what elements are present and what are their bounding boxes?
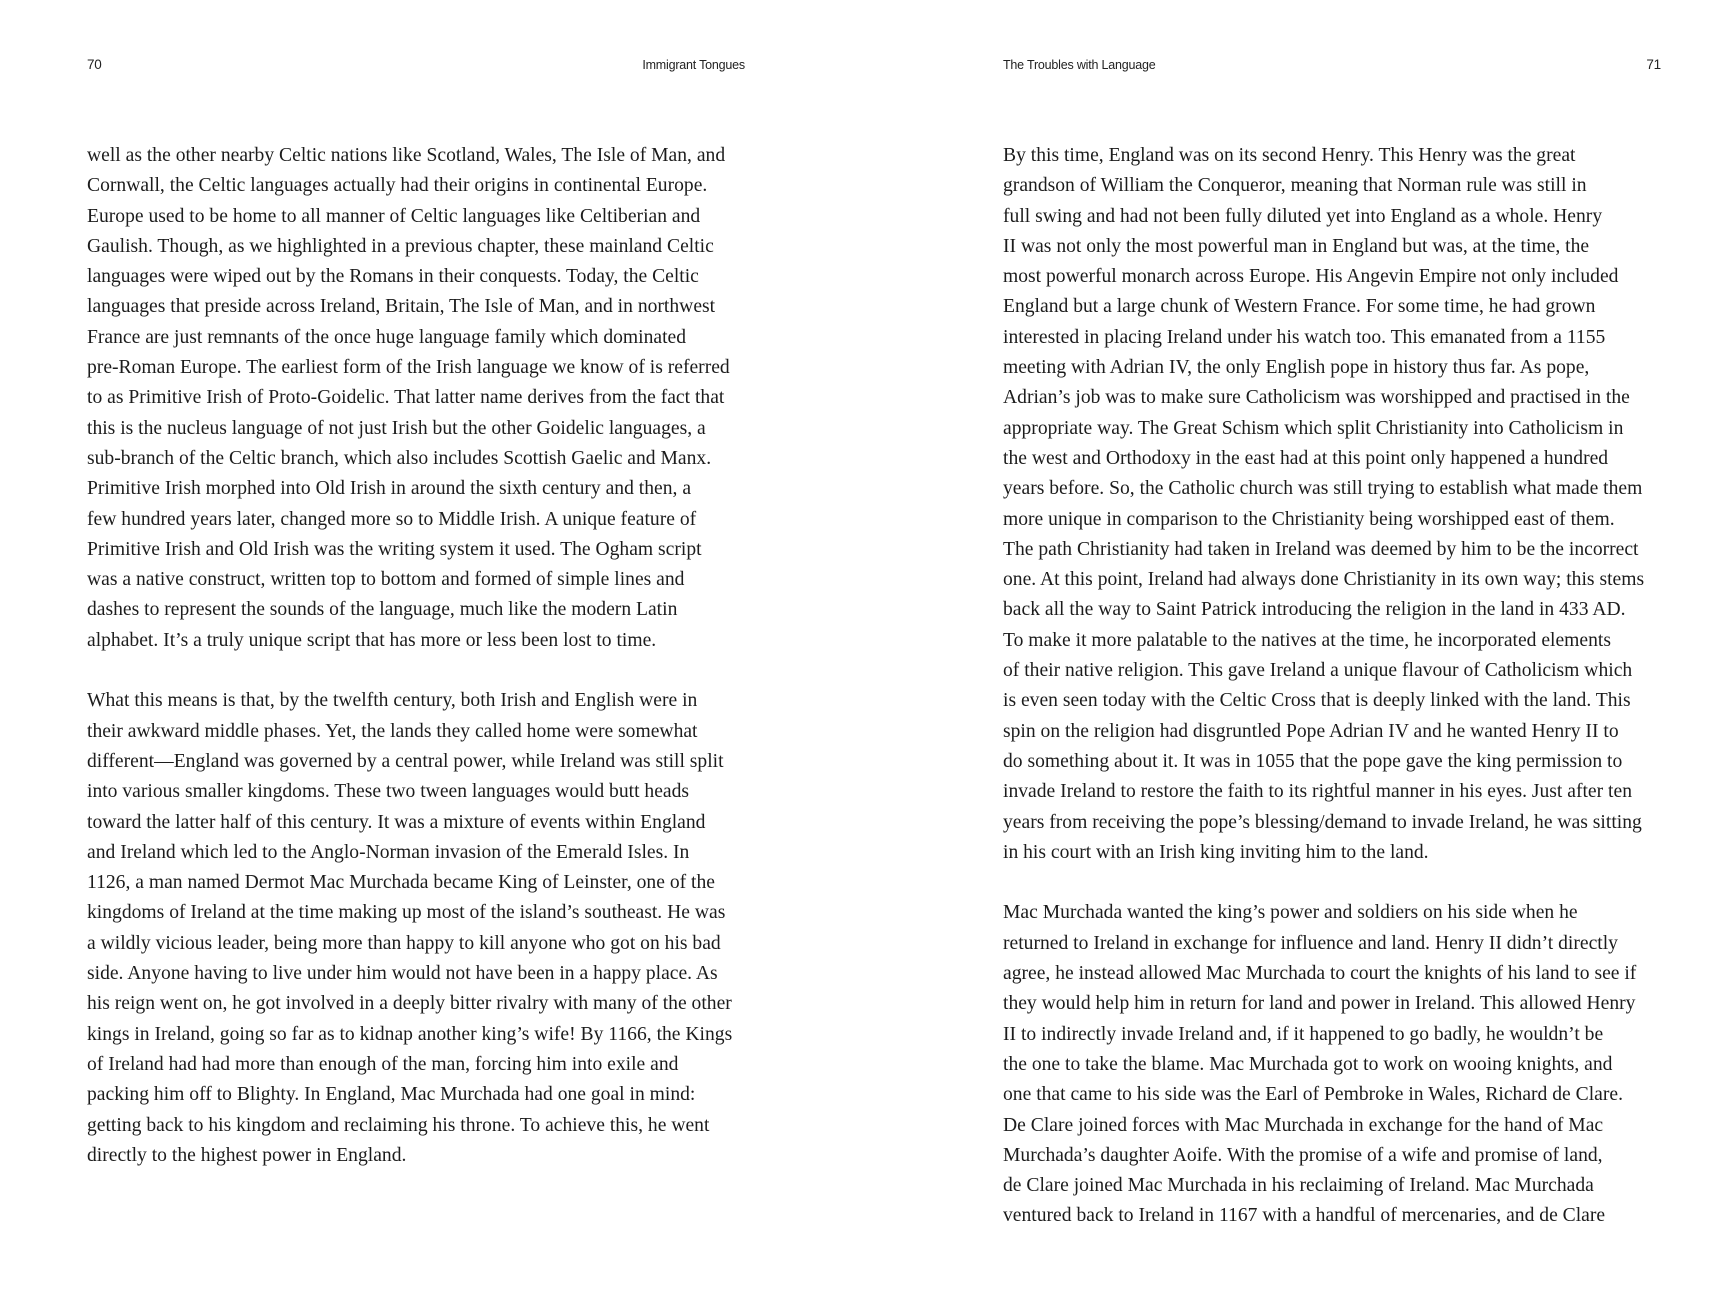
right-page: [1003, 0, 1661, 1296]
paragraph: Mac Murchada wanted the king’s power and soldiers on his side when he returned to Ireland in exchange for influence and land. Henry II didn’t directly agree, he instead allowed Mac Murchada to court the knights of his land to see if they would help him in return for land and power in Ireland. This allowed Henry II to indirectly invade Ireland and, if it happened to go badly, he wouldn’t be the one to take the blame. Mac Murchada got to work on wooing knights, and one that came to his side was the Earl of Pembroke in Wales, Richard de Clare. De Clare joined forces with Mac Murchada in exchange for the hand of Mac Murchada’s daughter Aoife. With the promise of a wife and promise of land, de Clare joined Mac Murchada in his reclaiming of Ireland. Mac Murchada ventured back to Ireland in 1167 with a handful of mercenaries, and de Clare: [1003, 902, 1637, 1227]
paragraph: well as the other nearby Celtic nations like Scotland, Wales, The Isle of Man, and Cornwall, the Celtic languages actually had their origins in continental Europe. Europe used to be home to all manner of Celtic languages like Celtiberian and Gaulish. Though, as we highlighted in a previous chapter, these mainland Celtic languages were wiped out by the Romans in their conquests. Today, the Celtic languages that preside across Ireland, Britain, The Isle of Man, and in northwest France are just remnants of the once huge language family which dominated pre-Roman Europe. The earliest form of the Irish language we know of is referred to as Primitive Irish of Proto-Goidelic. That latter name derives from the fact that this is the nucleus language of not just Irish but the other Goidelic languages, a sub-branch of the Celtic branch, which also includes Scottish Gaelic and Manx. Primitive Irish morphed into Old Irish in around the sixth century and then, a few hundred years later, changed more so to Middle Irish. A unique feature of Primitive Irish and Old Irish was the writing system it used. The Ogham script was a native construct, written top to bottom and formed of simple lines and dashes to represent the sounds of the language, much like the modern Latin alphabet. It’s a truly unique script that has more or less been lost to time.: [87, 145, 730, 651]
body-text-right: [1003, 141, 1683, 1262]
body-text-left: [87, 141, 767, 1201]
running-head-left: [87, 57, 745, 77]
paragraph: By this time, England was on its second Henry. This Henry was the great grandson of William the Conqueror, meaning that Norman rule was still in full swing and had not been fully diluted yet into England as a whole. Henry II was not only the most powerful man in England but was, at the time, the most powerful monarch across Europe. His Angevin Empire not only included England but a large chunk of Western France. For some time, he had grown interested in placing Ireland under his watch too. This emanated from a 1155 meeting with Adrian IV, the only English pope in history thus far. As pope, Adrian’s job was to make sure Catholicism was worshipped and practised in the appropriate way. The Great Schism which split Christianity into Catholicism in the west and Orthodoxy in the east had at this point only happened a hundred years before. So, the Catholic church was still trying to establish what made them more unique in comparison to the Christianity being worshipped east of them. The path Christianity had taken in Ireland was deemed by him to be the incorrect one. At this point, Ireland had always done Christianity in its own way; this stems back all the way to Saint Patrick introducing the religion in the land in 433 AD. To make it more palatable to the natives at the time, he incorporated elements of their native religion. This gave Ireland a unique flavour of Catholicism which is even seen today with the Celtic Cross that is deeply linked with the land. This spin on the religion had disgruntled Pope Adrian IV and he wanted Henry II to do something about it. It was in 1055 that the pope gave the king permission to invade Ireland to restore the faith to its rightful manner in his eyes. Just after ten years from receiving the pope’s blessing/demand to invade Ireland, he was sitting in his court with an Irish king inviting him to the land.: [1003, 145, 1645, 863]
paragraph: What this means is that, by the twelfth century, both Irish and English were in their awkward middle phases. Yet, the lands they called home were somewhat different—England was governed by a central power, while Ireland was still split into various smaller kingdoms. These two tween languages would butt heads toward the latter half of this century. It was a mixture of events within England and Ireland which led to the Anglo-Norman invasion of the Emerald Isles. In 1126, a man named Dermot Mac Murchada became King of Leinster, one of the kingdoms of Ireland at the time making up most of the island’s southeast. He was a wildly vicious leader, being more than happy to kill anyone who got on his bad side. Anyone having to live under him would not have been in a happy place. As his reign went on, he got involved in a deeply bitter rivalry with many of the other kings in Ireland, going so far as to kidnap another king’s wife! By 1166, the Kings of Ireland had had more than enough of the man, forcing him into exile and packing him off to Blighty. In England, Mac Murchada had one goal in mind: getting back to his kingdom and reclaiming his throne. To achieve this, he went directly to the highest power in England.: [87, 690, 733, 1166]
running-head-right: [1003, 57, 1661, 77]
page-number-left: 70: [87, 57, 102, 72]
left-page: [87, 0, 745, 1296]
running-head-title-left: Immigrant Tongues: [642, 58, 745, 72]
running-head-title-right: The Troubles with Language: [1003, 58, 1156, 72]
page-number-right: 71: [1646, 57, 1661, 72]
